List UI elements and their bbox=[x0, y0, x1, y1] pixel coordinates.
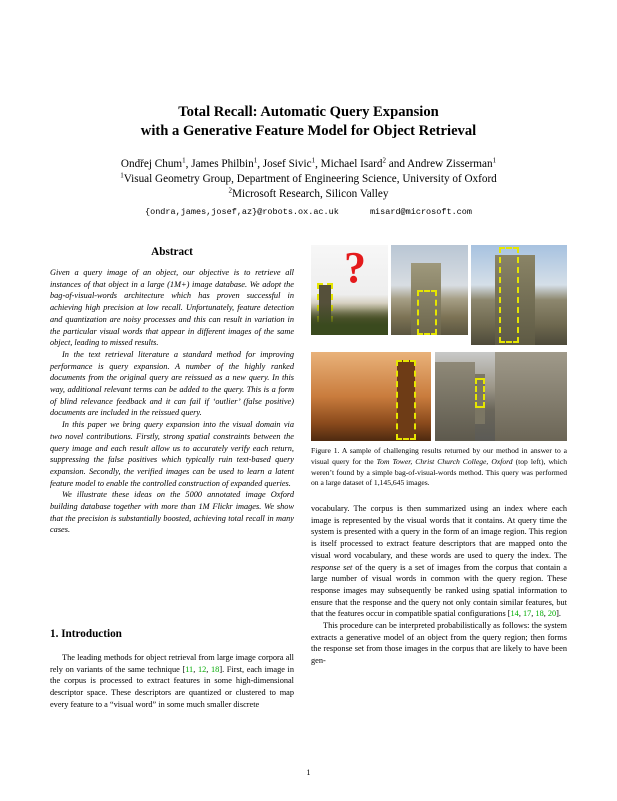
query-image-tom-tower bbox=[311, 245, 388, 335]
title-line-2: with a Generative Feature Model for Object Retrieval bbox=[140, 123, 477, 139]
email-microsoft: misard@microsoft.com bbox=[369, 207, 472, 217]
citation-link[interactable]: 18 bbox=[535, 609, 544, 619]
citation-link[interactable]: 20 bbox=[547, 609, 557, 619]
result-image-5-street bbox=[435, 352, 567, 441]
introduction-body bbox=[50, 652, 294, 711]
detection-box bbox=[475, 378, 485, 408]
abstract-paragraph-4: We illustrate these ideas on the 5000 annotated image Oxford building database together with more than 1M Flickr images. We show that the precision is substantially boosted, achieving total recall in many cases. bbox=[50, 490, 294, 535]
affiliation-2: $^2$Microsoft Research, Silicon Valley bbox=[228, 186, 389, 200]
citation-link[interactable]: 12 bbox=[197, 664, 207, 674]
citation-link[interactable]: 11 bbox=[185, 664, 194, 674]
question-mark: ? bbox=[344, 245, 366, 292]
author-block bbox=[0, 157, 617, 202]
citation-link[interactable]: 18 bbox=[211, 664, 220, 674]
email-line bbox=[0, 207, 617, 217]
title-line-1: Total Recall: Automatic Query Expansion bbox=[178, 104, 439, 120]
affiliation-1: $^1$Visual Geometry Group, Department of Engineering Science, University of Oxford bbox=[120, 171, 497, 185]
email-oxford: {ondra,james,josef,az}@robots.ox.ac.uk bbox=[145, 207, 339, 217]
author-names: Ondřej Chum$^1$, James Philbin$^1$, Josef Sivic$^1$, Michael Isard$^2$ and Andrew Zisserman$^1$ bbox=[120, 156, 497, 170]
right-column-body bbox=[311, 503, 567, 667]
result-image-3 bbox=[471, 245, 567, 345]
detection-box bbox=[499, 247, 519, 343]
section-heading-introduction: 1. Introduction bbox=[50, 628, 122, 640]
page-number: 1 bbox=[306, 768, 311, 777]
abstract-paragraph-3: In this paper we bring query expansion into the visual domain via two novel contributions. Firstly, strong spatial constraints between the query image and each result allow us to accurately verify each return, suppressing the false positives which typically ruin text-based query expansion. Secondly, the verified images can be used to learn a latent feature model to enable the controlled construction of expanded queries. bbox=[50, 420, 294, 488]
right-paragraph-2: This procedure can be interpreted probabilistically as follows: the system extracts a generative model of an object from the query region; then forms the response set from those images in the corpus that are likely to have been gen- bbox=[311, 621, 567, 666]
figure-1-caption: Figure 1. A sample of challenging results returned by our method in answer to a visual query for the Tom Tower, Christ Church College, Oxford (top left), which weren’t found by a simple bag-of-visual-words method. This query was performed on a large dataset of 1,145,645 images. bbox=[311, 446, 567, 488]
figure-1-images bbox=[311, 245, 567, 441]
abstract-heading: Abstract bbox=[151, 246, 193, 258]
detection-box bbox=[417, 290, 437, 335]
result-image-4-sunset bbox=[311, 352, 431, 441]
result-image-2 bbox=[391, 245, 468, 335]
detection-box bbox=[396, 360, 416, 440]
abstract-body bbox=[50, 267, 294, 536]
abstract-paragraph-2: In the text retrieval literature a standard method for improving performance is query expansion. A number of the highly ranked documents from the original query are reissued as a new query. In this way, additional relevant terms can be added to the query. This is a form of blind relevance feedback and it can fail if ‘outlier’ (false positive) documents are included in the reissued query. bbox=[50, 349, 294, 418]
right-paragraph-1: vocabulary. The corpus is then summarized using an index where each image is represented by the visual words that it contains. At query time the system is presented with a query in the form of an image region. This region is itself processed to extract feature descriptors that are mapped onto the visual word vocabulary, and these words are used to query the index. The response set of the query is a set of images from the corpus that contain a large number of visual words in common with the query region. These response images may subsequently be ranked using spatial information to ensure that the response and the query not only contain similar features, but that the features occur in compatible spatial configurations [14, 17, 18, 20]. bbox=[311, 504, 567, 619]
citation-link[interactable]: 14 bbox=[510, 609, 519, 619]
citation-link[interactable]: 17 bbox=[522, 609, 532, 619]
abstract-paragraph-1: Given a query image of an object, our objective is to retrieve all instances of that object in a large (1M+) image database. We adopt the bag-of-visual-words architecture which has proven successful in achieving high precision at low recall. Unfortunately, feature detection and quantization are noisy processes and this can result in variation in the particular visual words that appear in different images of the same object, leading to missed results. bbox=[50, 268, 294, 348]
intro-paragraph: The leading methods for object retrieval from large image corpora all rely on variants of the same technique [11, 12, 18]. First, each image in the corpus is processed to extract features in some high-dimensional descriptor space. These descriptors are quantized or clustered to map every feature to a “visual word” in some much smaller discrete bbox=[50, 653, 295, 709]
paper-title bbox=[0, 103, 617, 141]
